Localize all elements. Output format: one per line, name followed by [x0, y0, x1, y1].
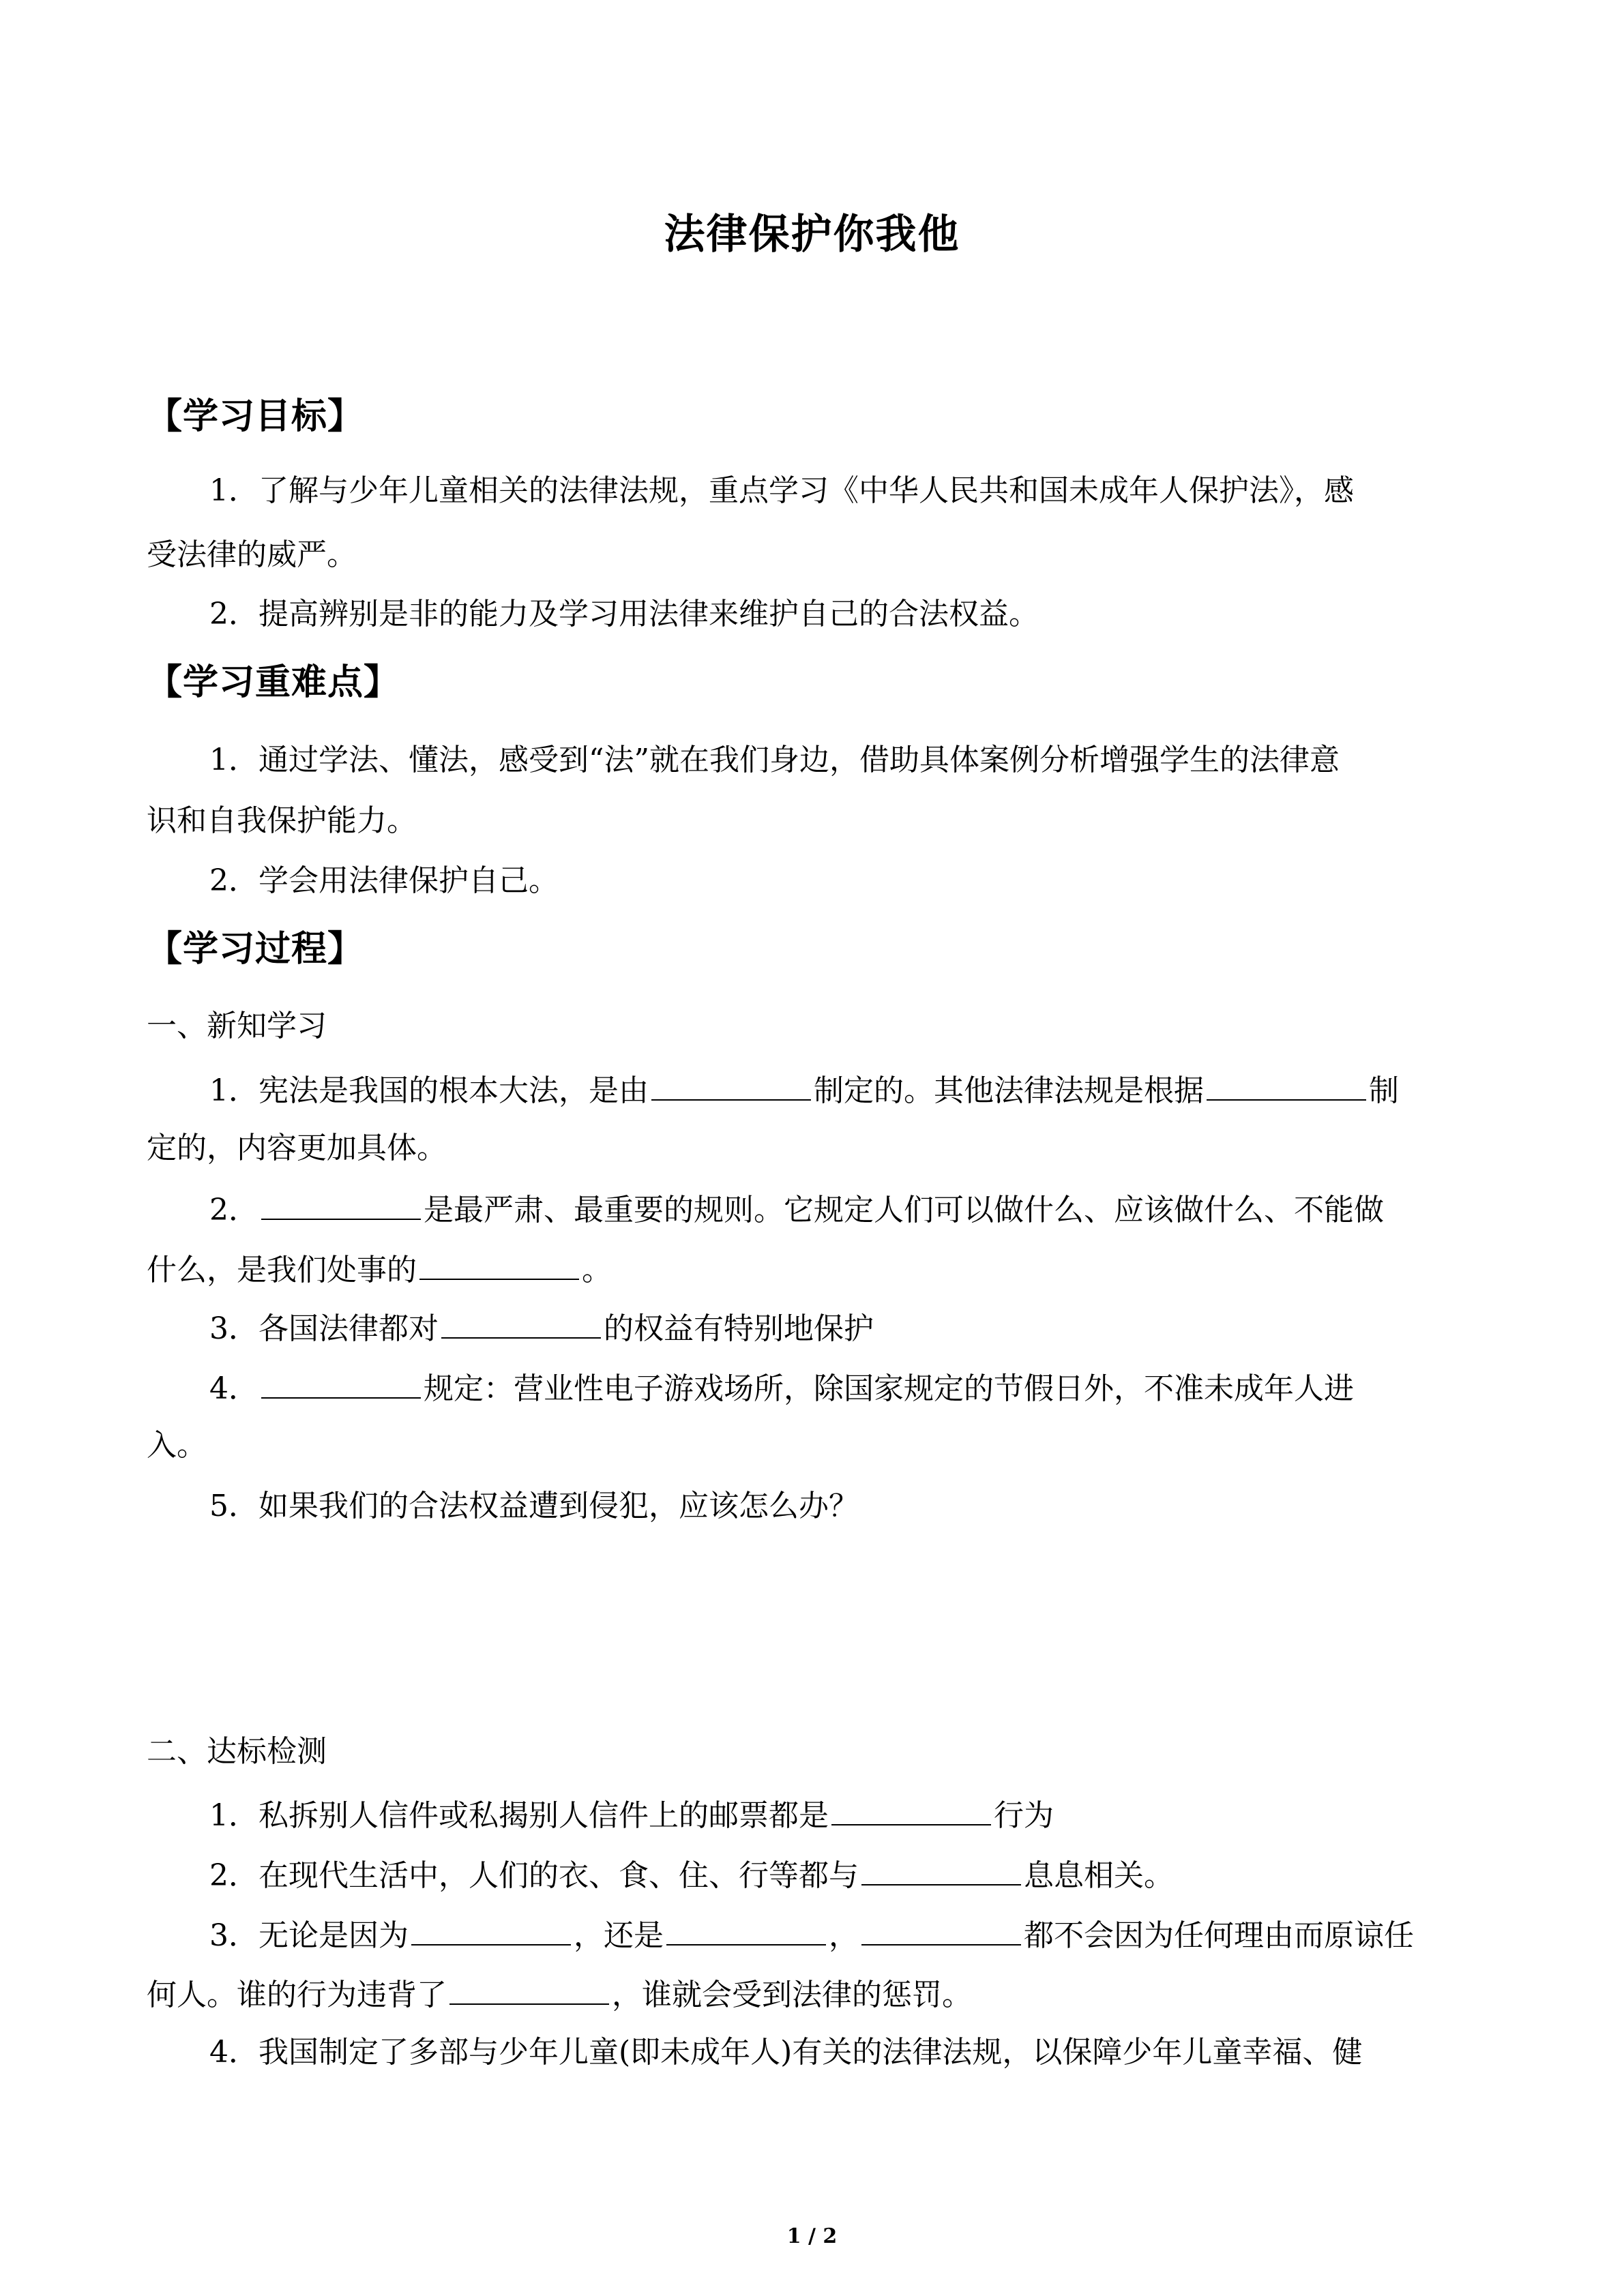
fill-in-blank[interactable] — [666, 1913, 826, 1945]
part1-question-4-line-2: 入。 — [147, 1428, 207, 1463]
page-number: 1 / 2 — [786, 2224, 838, 2248]
part1-question-2: 2． 是最严肃、最重要的规则。它规定人们可以做什么、应该做什么、不能做 — [209, 1187, 1487, 1231]
key-points-heading: 【学习重难点】 — [147, 662, 400, 703]
fill-in-blank[interactable] — [449, 1972, 609, 2005]
part1-question-2-line-2: 什么，是我们处事的 。 — [147, 1247, 1487, 1291]
part2-question-1: 1．私拆别人信件或私揭别人信件上的邮票都是 行为 — [209, 1793, 1487, 1836]
fill-in-blank[interactable] — [861, 1853, 1021, 1885]
fill-in-blank[interactable] — [831, 1793, 991, 1825]
objective-1-line-2: 受法律的威严。 — [147, 537, 357, 572]
fill-in-blank[interactable] — [261, 1187, 421, 1220]
part1-question-3: 3．各国法律都对 的权益有特别地保护 — [209, 1306, 1487, 1350]
objective-2: 2．提高辨别是非的能力及学习用法律来维护自己的合法权益。 — [209, 597, 1039, 631]
part1-question-1-line-2: 定的，内容更加具体。 — [147, 1131, 447, 1165]
part2-question-3-line-2: 何人。谁的行为违背了 ，谁就会受到法律的惩罚。 — [147, 1972, 1487, 2016]
part2-question-3: 3．无论是因为 ，还是 ， 都不会因为任何理由而原谅任 — [209, 1913, 1487, 1956]
process-heading: 【学习过程】 — [147, 929, 364, 970]
fill-in-blank[interactable] — [441, 1306, 601, 1339]
fill-in-blank[interactable] — [651, 1068, 811, 1101]
objective-1-line-1: 1．了解与少年儿童相关的法律法规，重点学习《中华人民共和国未成年人保护法》，感 — [209, 473, 1354, 508]
fill-in-blank[interactable] — [1207, 1068, 1366, 1101]
part1-question-1: 1．宪法是我国的根本大法，是由 制定的。其他法律法规是根据 制 — [209, 1068, 1487, 1112]
part1-question-4: 4． 规定：营业性电子游戏场所，除国家规定的节假日外，不准未成年人进 — [209, 1366, 1487, 1410]
document-title: 法律保护你我他 — [664, 211, 960, 258]
objectives-heading: 【学习目标】 — [147, 396, 364, 437]
key-point-1-line-2: 识和自我保护能力。 — [147, 803, 417, 838]
part1-question-5: 5．如果我们的合法权益遭到侵犯，应该怎么办？ — [209, 1489, 859, 1523]
key-point-1-line-1: 1．通过学法、懂法，感受到“法”就在我们身边，借助具体案例分析增强学生的法律意 — [209, 743, 1340, 777]
part2-question-2: 2．在现代生活中，人们的衣、食、住、行等都与 息息相关。 — [209, 1853, 1487, 1896]
part1-title: 一、新知学习 — [147, 1009, 327, 1043]
key-point-2: 2．学会用法律保护自己。 — [209, 863, 559, 898]
part2-title: 二、达标检测 — [147, 1734, 327, 1769]
fill-in-blank[interactable] — [261, 1366, 421, 1399]
fill-in-blank[interactable] — [411, 1913, 571, 1945]
fill-in-blank[interactable] — [419, 1247, 579, 1280]
fill-in-blank[interactable] — [861, 1913, 1021, 1945]
part2-question-4: 4．我国制定了多部与少年儿童(即未成年人)有关的法律法规，以保障少年儿童幸福、健 — [209, 2035, 1363, 2070]
